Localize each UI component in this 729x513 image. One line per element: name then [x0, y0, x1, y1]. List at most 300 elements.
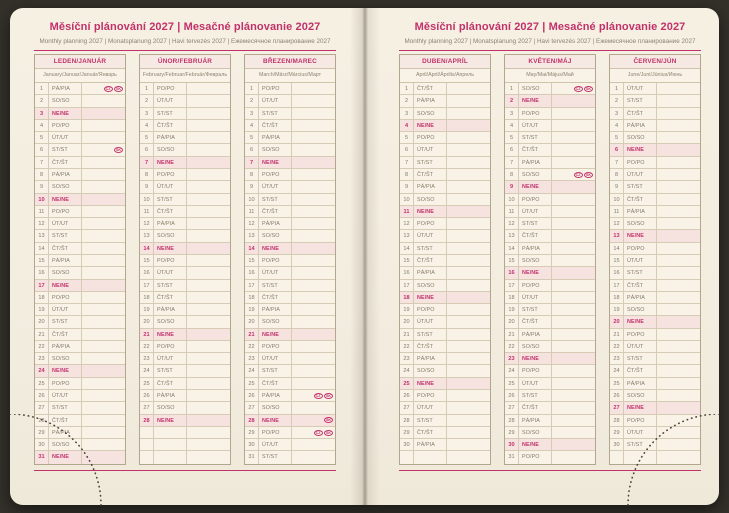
notes-cell [82, 378, 125, 389]
day-weekday: PÁ/PIA [414, 95, 447, 106]
day-weekday: PÁ/PIA [49, 83, 82, 94]
day-row [505, 304, 595, 316]
notes-cell [292, 255, 335, 266]
notes-cell [552, 402, 595, 413]
day-number: 1 [140, 83, 154, 94]
day-row [140, 255, 230, 267]
day-number: 22 [245, 341, 259, 352]
notes-cell [657, 243, 700, 254]
day-row [245, 427, 335, 439]
notes-cell [82, 243, 125, 254]
day-weekday: PÁ/PIA [519, 415, 552, 426]
day-weekday: ST/ST [49, 144, 82, 155]
day-number: 27 [610, 402, 624, 413]
day-weekday: ÚT/UT [414, 230, 447, 241]
notes-cell [82, 132, 125, 143]
notes-cell [187, 353, 230, 364]
sk-holiday-badge-icon: SK [116, 86, 121, 91]
day-weekday: NE/NE [519, 439, 552, 450]
day-weekday: ČT/ŠT [519, 402, 552, 413]
day-row [400, 120, 490, 132]
notes-cell [447, 316, 490, 327]
notes-cell [82, 329, 125, 340]
day-row [35, 427, 125, 439]
month-languages: February/Februar/Február/Февраль [140, 69, 230, 83]
day-number: 29 [35, 427, 49, 438]
day-row [245, 206, 335, 218]
day-weekday: ST/ST [414, 157, 447, 168]
day-number: 16 [35, 267, 49, 278]
notes-cell [657, 415, 700, 426]
day-row [245, 157, 335, 169]
day-weekday: SO/SO [259, 144, 292, 155]
day-weekday: SO/SO [154, 316, 187, 327]
notes-cell [447, 243, 490, 254]
day-row [400, 402, 490, 414]
notes-cell [657, 341, 700, 352]
day-weekday: NE/NE [624, 316, 657, 327]
notes-cell [187, 415, 230, 426]
day-number: 23 [400, 353, 414, 364]
day-number: 30 [400, 439, 414, 450]
notes-cell [657, 378, 700, 389]
day-number: 21 [400, 329, 414, 340]
day-number: 7 [245, 157, 259, 168]
day-number: 18 [505, 292, 519, 303]
day-number: 4 [245, 120, 259, 131]
day-weekday: NE/NE [259, 329, 292, 340]
notes-cell [187, 144, 230, 155]
day-number: 25 [610, 378, 624, 389]
notes-cell [447, 402, 490, 413]
day-number: 19 [245, 304, 259, 315]
day-weekday: PÁ/PIA [519, 157, 552, 168]
notes-cell [82, 353, 125, 364]
day-row [610, 95, 700, 107]
day-number: 10 [140, 194, 154, 205]
day-number: 23 [245, 353, 259, 364]
day-row [610, 402, 700, 414]
day-row [610, 230, 700, 242]
day-number: 21 [610, 329, 624, 340]
day-weekday: SO/SO [154, 230, 187, 241]
day-number: 10 [400, 194, 414, 205]
day-number [140, 439, 154, 450]
day-number: 5 [610, 132, 624, 143]
day-row [505, 439, 595, 451]
notes-cell [292, 427, 335, 438]
day-number: 29 [400, 427, 414, 438]
day-row [505, 427, 595, 439]
day-number: 27 [505, 402, 519, 413]
notes-cell [552, 365, 595, 376]
month-name: BŘEZEN/MAREC [245, 55, 335, 69]
day-weekday: NE/NE [49, 108, 82, 119]
notes-cell [552, 243, 595, 254]
day-number: 3 [245, 108, 259, 119]
day-row [245, 83, 335, 95]
day-number: 8 [400, 169, 414, 180]
left-page [10, 8, 364, 505]
blank-row [140, 427, 230, 439]
notes-cell [447, 415, 490, 426]
day-number: 2 [505, 95, 519, 106]
notes-cell [292, 144, 335, 155]
day-number: 17 [400, 280, 414, 291]
day-number: 30 [505, 439, 519, 450]
day-row [505, 353, 595, 365]
notes-cell [657, 292, 700, 303]
notes-cell [657, 439, 700, 450]
right-page [365, 8, 719, 505]
day-number: 8 [505, 169, 519, 180]
day-row [610, 108, 700, 120]
day-weekday: ÚT/UT [259, 439, 292, 450]
day-number: 29 [245, 427, 259, 438]
day-number: 25 [400, 378, 414, 389]
notes-cell [447, 108, 490, 119]
day-weekday: ÚT/UT [414, 144, 447, 155]
day-weekday: NE/NE [624, 402, 657, 413]
notes-cell [82, 157, 125, 168]
day-number: 28 [400, 415, 414, 426]
notes-cell [82, 120, 125, 131]
day-number: 24 [400, 365, 414, 376]
day-row [35, 120, 125, 132]
header-rule [34, 50, 336, 51]
notes-cell [447, 390, 490, 401]
notes-cell [552, 353, 595, 364]
cz-holiday-badge-icon: CZ [104, 86, 113, 92]
notes-cell [447, 378, 490, 389]
notes-cell [552, 390, 595, 401]
day-weekday: ČT/ŠT [519, 230, 552, 241]
day-weekday: ÚT/UT [624, 255, 657, 266]
day-weekday: PÁ/PIA [154, 304, 187, 315]
month-table [609, 54, 701, 465]
day-row [245, 194, 335, 206]
notes-cell [447, 292, 490, 303]
day-number: 4 [400, 120, 414, 131]
day-row [35, 144, 125, 156]
day-weekday: PO/PO [259, 427, 292, 438]
month-table [34, 54, 126, 465]
notes-cell [187, 169, 230, 180]
sk-holiday-badge-icon: SK [586, 172, 591, 177]
day-row [610, 206, 700, 218]
notes-cell [187, 181, 230, 192]
day-row [140, 83, 230, 95]
notes-cell [552, 341, 595, 352]
day-row [140, 181, 230, 193]
month-languages: January/Januar/Január/Январь [35, 69, 125, 83]
day-weekday: ST/ST [624, 95, 657, 106]
notes-cell [447, 144, 490, 155]
notes-cell [82, 427, 125, 438]
day-weekday: SO/SO [519, 169, 552, 180]
day-row [400, 218, 490, 230]
day-number [140, 451, 154, 463]
day-weekday: ST/ST [259, 365, 292, 376]
notes-cell [187, 329, 230, 340]
notes-cell [187, 292, 230, 303]
planner-spread [10, 8, 719, 505]
notes-cell [292, 181, 335, 192]
day-row [245, 255, 335, 267]
day-number: 5 [400, 132, 414, 143]
notes-cell [292, 439, 335, 450]
day-row [610, 292, 700, 304]
day-number: 9 [245, 181, 259, 192]
day-weekday: PÁ/PIA [624, 378, 657, 389]
day-number: 28 [245, 415, 259, 426]
months-right [399, 54, 701, 465]
day-weekday: PÁ/PIA [49, 341, 82, 352]
day-number: 23 [505, 353, 519, 364]
month-table [139, 54, 231, 465]
notes-cell [657, 353, 700, 364]
day-weekday: ST/ST [414, 415, 447, 426]
day-weekday: PO/PO [154, 169, 187, 180]
notes-cell [292, 415, 335, 426]
day-row [140, 304, 230, 316]
notes-cell [82, 267, 125, 278]
day-weekday: SO/SO [414, 194, 447, 205]
day-row [140, 243, 230, 255]
notes-cell [292, 353, 335, 364]
day-row [35, 255, 125, 267]
day-weekday: ST/ST [49, 402, 82, 413]
notes-cell [447, 181, 490, 192]
notes-cell [657, 206, 700, 217]
day-weekday: SO/SO [49, 267, 82, 278]
day-weekday: ÚT/UT [519, 206, 552, 217]
footer-rule [399, 470, 701, 471]
notes-cell [657, 365, 700, 376]
day-row [35, 292, 125, 304]
day-weekday: ČT/ŠT [259, 120, 292, 131]
notes-cell [292, 230, 335, 241]
day-row [140, 95, 230, 107]
day-weekday [624, 451, 657, 463]
notes-cell [187, 341, 230, 352]
day-row [35, 378, 125, 390]
day-row [140, 169, 230, 181]
day-number: 7 [610, 157, 624, 168]
page-subtitle: Monthly planning 2027 | Monatsplanung 2027 | Havi tervezés 2027 | Ежемесячное планирование 2027 [39, 38, 331, 45]
day-weekday: PO/PO [49, 120, 82, 131]
day-row [400, 280, 490, 292]
day-number: 11 [400, 206, 414, 217]
notes-cell [552, 181, 595, 192]
notes-cell [187, 230, 230, 241]
day-row [140, 194, 230, 206]
notes-cell [552, 95, 595, 106]
notes-cell [447, 304, 490, 315]
day-number: 14 [245, 243, 259, 254]
day-row [245, 378, 335, 390]
day-row [35, 304, 125, 316]
day-row [35, 243, 125, 255]
day-number: 4 [140, 120, 154, 131]
day-weekday: NE/NE [519, 267, 552, 278]
day-row [400, 144, 490, 156]
day-weekday: NE/NE [49, 280, 82, 291]
day-weekday: ČT/ŠT [259, 206, 292, 217]
day-number: 27 [140, 402, 154, 413]
day-weekday: NE/NE [414, 120, 447, 131]
day-weekday: PÁ/PIA [259, 132, 292, 143]
day-row [505, 316, 595, 328]
notes-cell [657, 427, 700, 438]
day-row [400, 329, 490, 341]
day-weekday: PO/PO [154, 255, 187, 266]
notes-cell [82, 280, 125, 291]
day-row [140, 402, 230, 414]
day-row [35, 194, 125, 206]
day-number: 29 [505, 427, 519, 438]
notes-cell [447, 280, 490, 291]
day-weekday: ÚT/UT [259, 181, 292, 192]
day-row [505, 83, 595, 95]
day-number: 28 [140, 415, 154, 426]
day-number: 1 [610, 83, 624, 94]
notes-cell [657, 83, 700, 94]
day-weekday: ST/ST [154, 365, 187, 376]
day-number: 2 [35, 95, 49, 106]
notes-cell [82, 292, 125, 303]
day-row [610, 316, 700, 328]
day-number: 24 [35, 365, 49, 376]
day-row [505, 451, 595, 463]
page-title: Měsíční plánování 2027 | Mesačné plánovanie 2027 [414, 21, 686, 33]
notes-cell [187, 280, 230, 291]
day-weekday: PÁ/PIA [49, 255, 82, 266]
day-row [505, 255, 595, 267]
day-row [140, 316, 230, 328]
day-weekday: PO/PO [414, 218, 447, 229]
month-languages: April/April/Április/Апрель [400, 69, 490, 83]
day-weekday: NE/NE [49, 451, 82, 463]
notes-cell [292, 378, 335, 389]
day-weekday: SO/SO [519, 255, 552, 266]
day-row [400, 169, 490, 181]
day-weekday: ČT/ŠT [414, 169, 447, 180]
day-number: 30 [245, 439, 259, 450]
day-number: 12 [505, 218, 519, 229]
day-weekday: ÚT/UT [624, 427, 657, 438]
months-left [34, 54, 336, 465]
day-number: 26 [400, 390, 414, 401]
day-number: 3 [140, 108, 154, 119]
day-row [400, 304, 490, 316]
day-row [245, 120, 335, 132]
day-number: 9 [35, 181, 49, 192]
day-number: 14 [140, 243, 154, 254]
day-weekday: ČT/ŠT [154, 378, 187, 389]
header-rule [399, 50, 701, 51]
day-number: 31 [35, 451, 49, 463]
day-number: 23 [35, 353, 49, 364]
day-number: 19 [505, 304, 519, 315]
notes-cell [292, 280, 335, 291]
day-row [400, 206, 490, 218]
notes-cell [447, 451, 490, 463]
day-row [505, 157, 595, 169]
day-row [140, 390, 230, 402]
day-weekday: PÁ/PIA [154, 132, 187, 143]
day-row [505, 120, 595, 132]
notes-cell [447, 206, 490, 217]
day-row [610, 304, 700, 316]
notes-cell [82, 255, 125, 266]
day-row [400, 378, 490, 390]
day-weekday: ST/ST [414, 243, 447, 254]
day-number: 19 [400, 304, 414, 315]
day-row [505, 230, 595, 242]
day-row [505, 243, 595, 255]
day-weekday: ČT/ŠT [414, 255, 447, 266]
day-row [245, 218, 335, 230]
day-weekday: ÚT/UT [154, 267, 187, 278]
day-row [505, 365, 595, 377]
day-weekday: ST/ST [519, 304, 552, 315]
day-weekday: NE/NE [519, 95, 552, 106]
day-number: 13 [245, 230, 259, 241]
day-weekday: NE/NE [49, 365, 82, 376]
day-number: 24 [245, 365, 259, 376]
day-row [505, 292, 595, 304]
day-number: 12 [400, 218, 414, 229]
day-number: 25 [140, 378, 154, 389]
day-row [140, 144, 230, 156]
day-row [245, 108, 335, 120]
notes-cell [657, 181, 700, 192]
notes-cell [292, 243, 335, 254]
notes-cell [292, 218, 335, 229]
notes-cell [657, 451, 700, 463]
notes-cell [552, 218, 595, 229]
month-table [504, 54, 596, 465]
day-number: 22 [400, 341, 414, 352]
day-number: 3 [400, 108, 414, 119]
notes-cell [657, 144, 700, 155]
day-number: 9 [505, 181, 519, 192]
notes-cell [82, 83, 125, 94]
day-row [400, 292, 490, 304]
day-number: 30 [610, 439, 624, 450]
day-weekday: PO/PO [259, 255, 292, 266]
notes-cell [447, 157, 490, 168]
day-weekday: ČT/ŠT [624, 280, 657, 291]
notes-cell [657, 218, 700, 229]
day-weekday: PO/PO [519, 365, 552, 376]
day-weekday: ST/ST [624, 181, 657, 192]
day-weekday: SO/SO [154, 144, 187, 155]
day-row [140, 329, 230, 341]
day-weekday: PO/PO [259, 169, 292, 180]
day-row [245, 132, 335, 144]
month-name: DUBEN/APRÍL [400, 55, 490, 69]
day-weekday: NE/NE [624, 144, 657, 155]
month-table [399, 54, 491, 465]
day-row [35, 230, 125, 242]
blank-row [140, 451, 230, 463]
day-weekday: NE/NE [259, 157, 292, 168]
day-row [245, 451, 335, 463]
day-row [505, 402, 595, 414]
day-weekday: NE/NE [519, 181, 552, 192]
